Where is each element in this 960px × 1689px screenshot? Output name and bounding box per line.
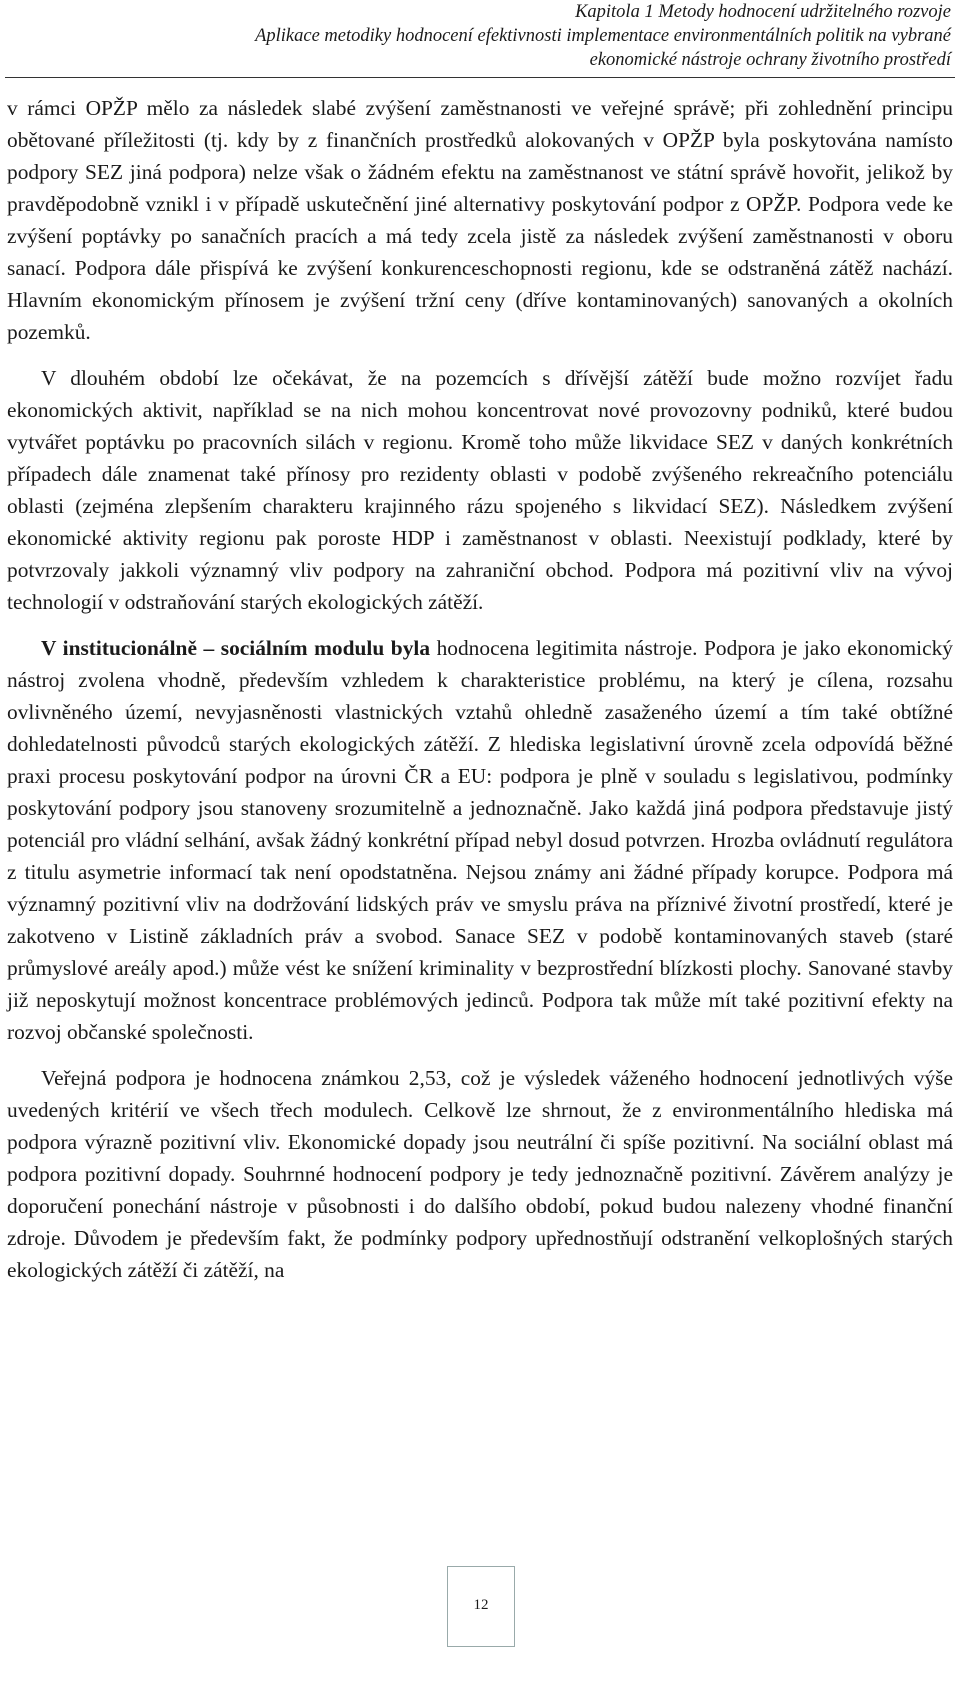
page-number: 12 [473,1597,489,1613]
header-report-title-line1: Aplikace metodiky hodnocení efektivnosti implementace environmentálních politik na vybrané [255,26,951,46]
header-divider [5,77,955,78]
institutional-module-text: hodnocena legitimita nástroje. Podpora je jako ekonomický nástroj zvolena vhodně, především vzhledem k charakteristice problému, na který je cílena, rozsahu ovlivněného území, nevyjasněnosti vlastnických vztahů ohledně zasaženého území a tím také obtížné dohledatelnosti původců starých ekologických zátěží. Z hlediska legislativní úrovně zcela odpovídá běžné praxi procesu poskytování podpor na úrovni ČR a EU: podpora je plně v souladu s legislativou, podmínky poskytování podpory jsou stanoveny srozumitelně a jednoznačně. Jako každá jiná podpora představuje jistý potenciál pro vládní selhání, avšak žádný konkrétní případ nebyl dosud potvrzen. Hrozba ovládnutí regulátora z titulu asymetrie informací tak není opodstatněna. Nejsou známy ani žádné případy korupce. Podpora má významný pozitivní vliv na dodržování lidských práv ve smyslu práva na příznivé životní prostředí, které je zakotveno v Listině základních práv a svobod. Sanace SEZ v podobě kontaminovaných staveb (staré průmyslové areály apod.) může vést ke snížení kriminality v bezprostřední blízkosti plochy. Sanované stavby již neposkytují možnost koncentrace problémových jedinců. Podpora tak může mít také pozitivní efekty na rozvoj občanské společnosti. [7,636,953,1044]
page-number-box [447,1566,515,1647]
body-text [7,92,953,1286]
institutional-module-heading: V institucionálně – sociálním modulu byla [41,636,431,660]
running-header [51,0,951,72]
header-chapter-title: Kapitola 1 Metody hodnocení udržitelného rozvoje [575,2,951,22]
paragraph-long-term: V dlouhém období lze očekávat, že na pozemcích s dřívější zátěží bude možno rozvíjet řadu ekonomických aktivit, například se na nich mohou koncentrovat nové provozovny podniků, které budou vytvářet poptávku po pracovních silách v regionu. Kromě toho může likvidace SEZ v daných konkrétních případech dále znamenat také přínosy pro rezidenty oblasti v podobě zvýšeného rekreačního potenciálu oblasti (zejména zlepšením charakteru krajinného rázu spojeného s likvidací SEZ). Následkem zvýšení ekonomické aktivity regionu pak poroste HDP i zaměstnanost v oblasti. Neexistují podklady, které by potvrzovaly jakkoli významný vliv podpory na zahraniční obchod. Podpora má pozitivní vliv na vývoj technologií v odstraňování starých ekologických zátěží. [7,366,953,614]
paragraph-summary: Veřejná podpora je hodnocena známkou 2,53, což je výsledek váženého hodnocení jednotlivých výše uvedených kritérií ve všech třech modulech. Celkově lze shrnout, že z environmentálního hlediska má podpora výrazně pozitivní vliv. Ekonomické dopady jsou neutrální či spíše pozitivní. Na sociální oblast má podpora pozitivní dopady. Souhrnné hodnocení podpory je tedy jednoznačně pozitivní. Závěrem analýzy je doporučení ponechání nástroje v působnosti i do dalšího období, pokud budou nalezeny vhodné finanční zdroje. Důvodem je především fakt, že podmínky podpory upřednostňují odstranění velkoplošných starých ekologických zátěží či zátěží, na [7,1066,953,1282]
header-report-title-line2: ekonomické nástroje ochrany životního prostředí [589,50,951,70]
paragraph-continuation: v rámci OPŽP mělo za následek slabé zvýšení zaměstnanosti ve veřejné správě; při zohlednění principu obětované příležitosti (tj. kdy by z finančních prostředků alokovaných v OPŽP byla poskytována namísto podpory SEZ jiná podpora) nelze však o žádném efektu na zaměstnanost ve státní správě hovořit, jelikož by pravděpodobně vznikl i v případě uskutečnění jiné alternativy poskytování podpor z OPŽP. Podpora vede ke zvýšení poptávky po sanačních pracích a má tedy zcela jistě za následek zvýšení zaměstnanosti v oboru sanací. Podpora dále přispívá ke zvýšení konkurenceschopnosti regionu, kde se odstraněná zátěž nachází. Hlavním ekonomickým přínosem je zvýšení tržní ceny (dříve kontaminovaných) sanovaných a okolních pozemků. [7,96,953,344]
paragraph-institutional-module [7,632,953,1048]
